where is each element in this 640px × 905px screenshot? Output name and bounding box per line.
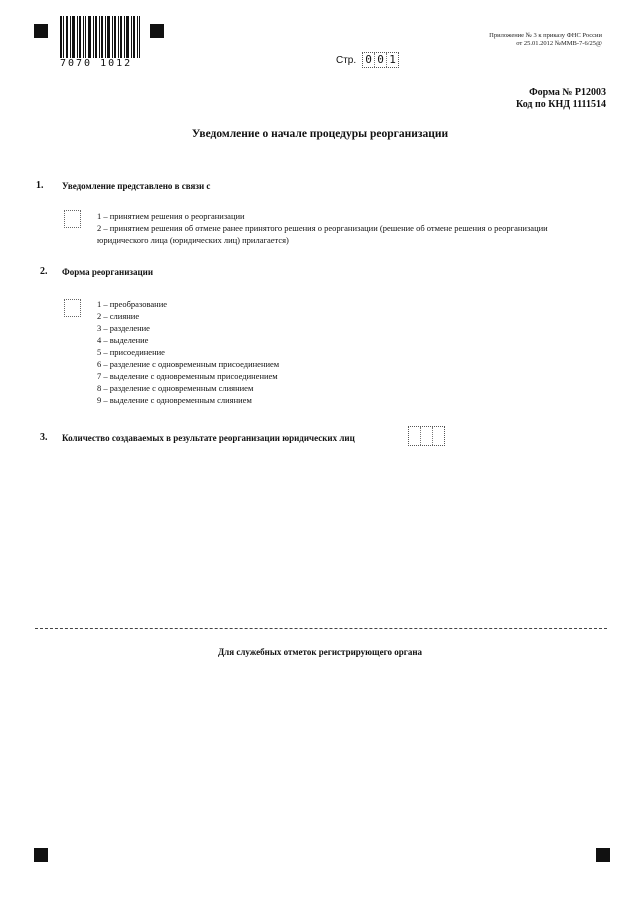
- section-1-title: Уведомление представлено в связи с: [62, 181, 211, 191]
- section-2-option-3: 3 – разделение: [97, 323, 150, 333]
- corner-marker-bottom-left: [34, 848, 48, 862]
- appendix-reference: [489, 32, 602, 48]
- barcode-number: 7070 1012: [60, 58, 133, 69]
- section-2-option-1: 1 – преобразование: [97, 299, 168, 309]
- form-number: Форма № Р12003: [529, 87, 606, 98]
- page-label: Стр.: [336, 55, 357, 66]
- page-digit-3[interactable]: 1: [386, 53, 398, 67]
- section-3-number: 3.: [40, 432, 48, 443]
- section-2-option-7: 7 – выделение с одновременным присоединением: [97, 371, 278, 381]
- section-1-input-box[interactable]: [64, 210, 81, 228]
- section-2-option-9: 9 – выделение с одновременным слиянием: [97, 395, 252, 405]
- count-digit-1[interactable]: [409, 427, 420, 445]
- section-2-input-box[interactable]: [64, 299, 81, 317]
- barcode: [60, 16, 140, 58]
- corner-marker-bottom-right: [596, 848, 610, 862]
- count-digit-2[interactable]: [420, 427, 432, 445]
- corner-marker-top-mid: [150, 24, 164, 38]
- appendix-line-2: от 25.01.2012 №ММВ-7-6/25@: [516, 40, 602, 47]
- section-2-option-6: 6 – разделение с одновременным присоединением: [97, 359, 280, 369]
- section-3-title: Количество создаваемых в результате реорганизации юридических лиц: [62, 433, 355, 443]
- form-identification: [516, 87, 606, 111]
- knd-code: Код по КНД 1111514: [515, 99, 606, 110]
- section-2-option-5: 5 – присоединение: [97, 347, 165, 357]
- page-digit-1[interactable]: 0: [365, 53, 372, 66]
- section-2-title: Форма реорганизации: [62, 267, 154, 277]
- section-1-number: 1.: [36, 180, 44, 191]
- section-2-option-2: 2 – слияние: [97, 311, 140, 321]
- page-number-cells[interactable]: [362, 52, 399, 68]
- section-3-count-cells[interactable]: [408, 426, 445, 446]
- official-marks-heading: Для служебных отметок регистрирующего органа: [217, 647, 423, 657]
- count-digit-3[interactable]: [432, 427, 444, 445]
- page-title: Уведомление о начале процедуры реорганизации: [191, 128, 449, 140]
- corner-marker-top-left: [34, 24, 48, 38]
- page-digit-2[interactable]: 0: [374, 53, 386, 67]
- section-2-option-4: 4 – выделение: [97, 335, 149, 345]
- section-2-option-8: 8 – разделение с одновременным слиянием: [97, 383, 254, 393]
- section-1-option-2: 2 – принятием решения об отмене ранее принятого решения о реорганизации (решение об отмене решения о реорганизации юридического лица (юридических лиц) прилагается): [97, 223, 548, 245]
- cut-line: [35, 628, 607, 629]
- section-1-option-1: 1 – принятием решения о реорганизации: [97, 211, 245, 221]
- appendix-line-1: Приложение № 3 к приказу ФНС России: [489, 32, 602, 39]
- section-2-number: 2.: [40, 266, 48, 277]
